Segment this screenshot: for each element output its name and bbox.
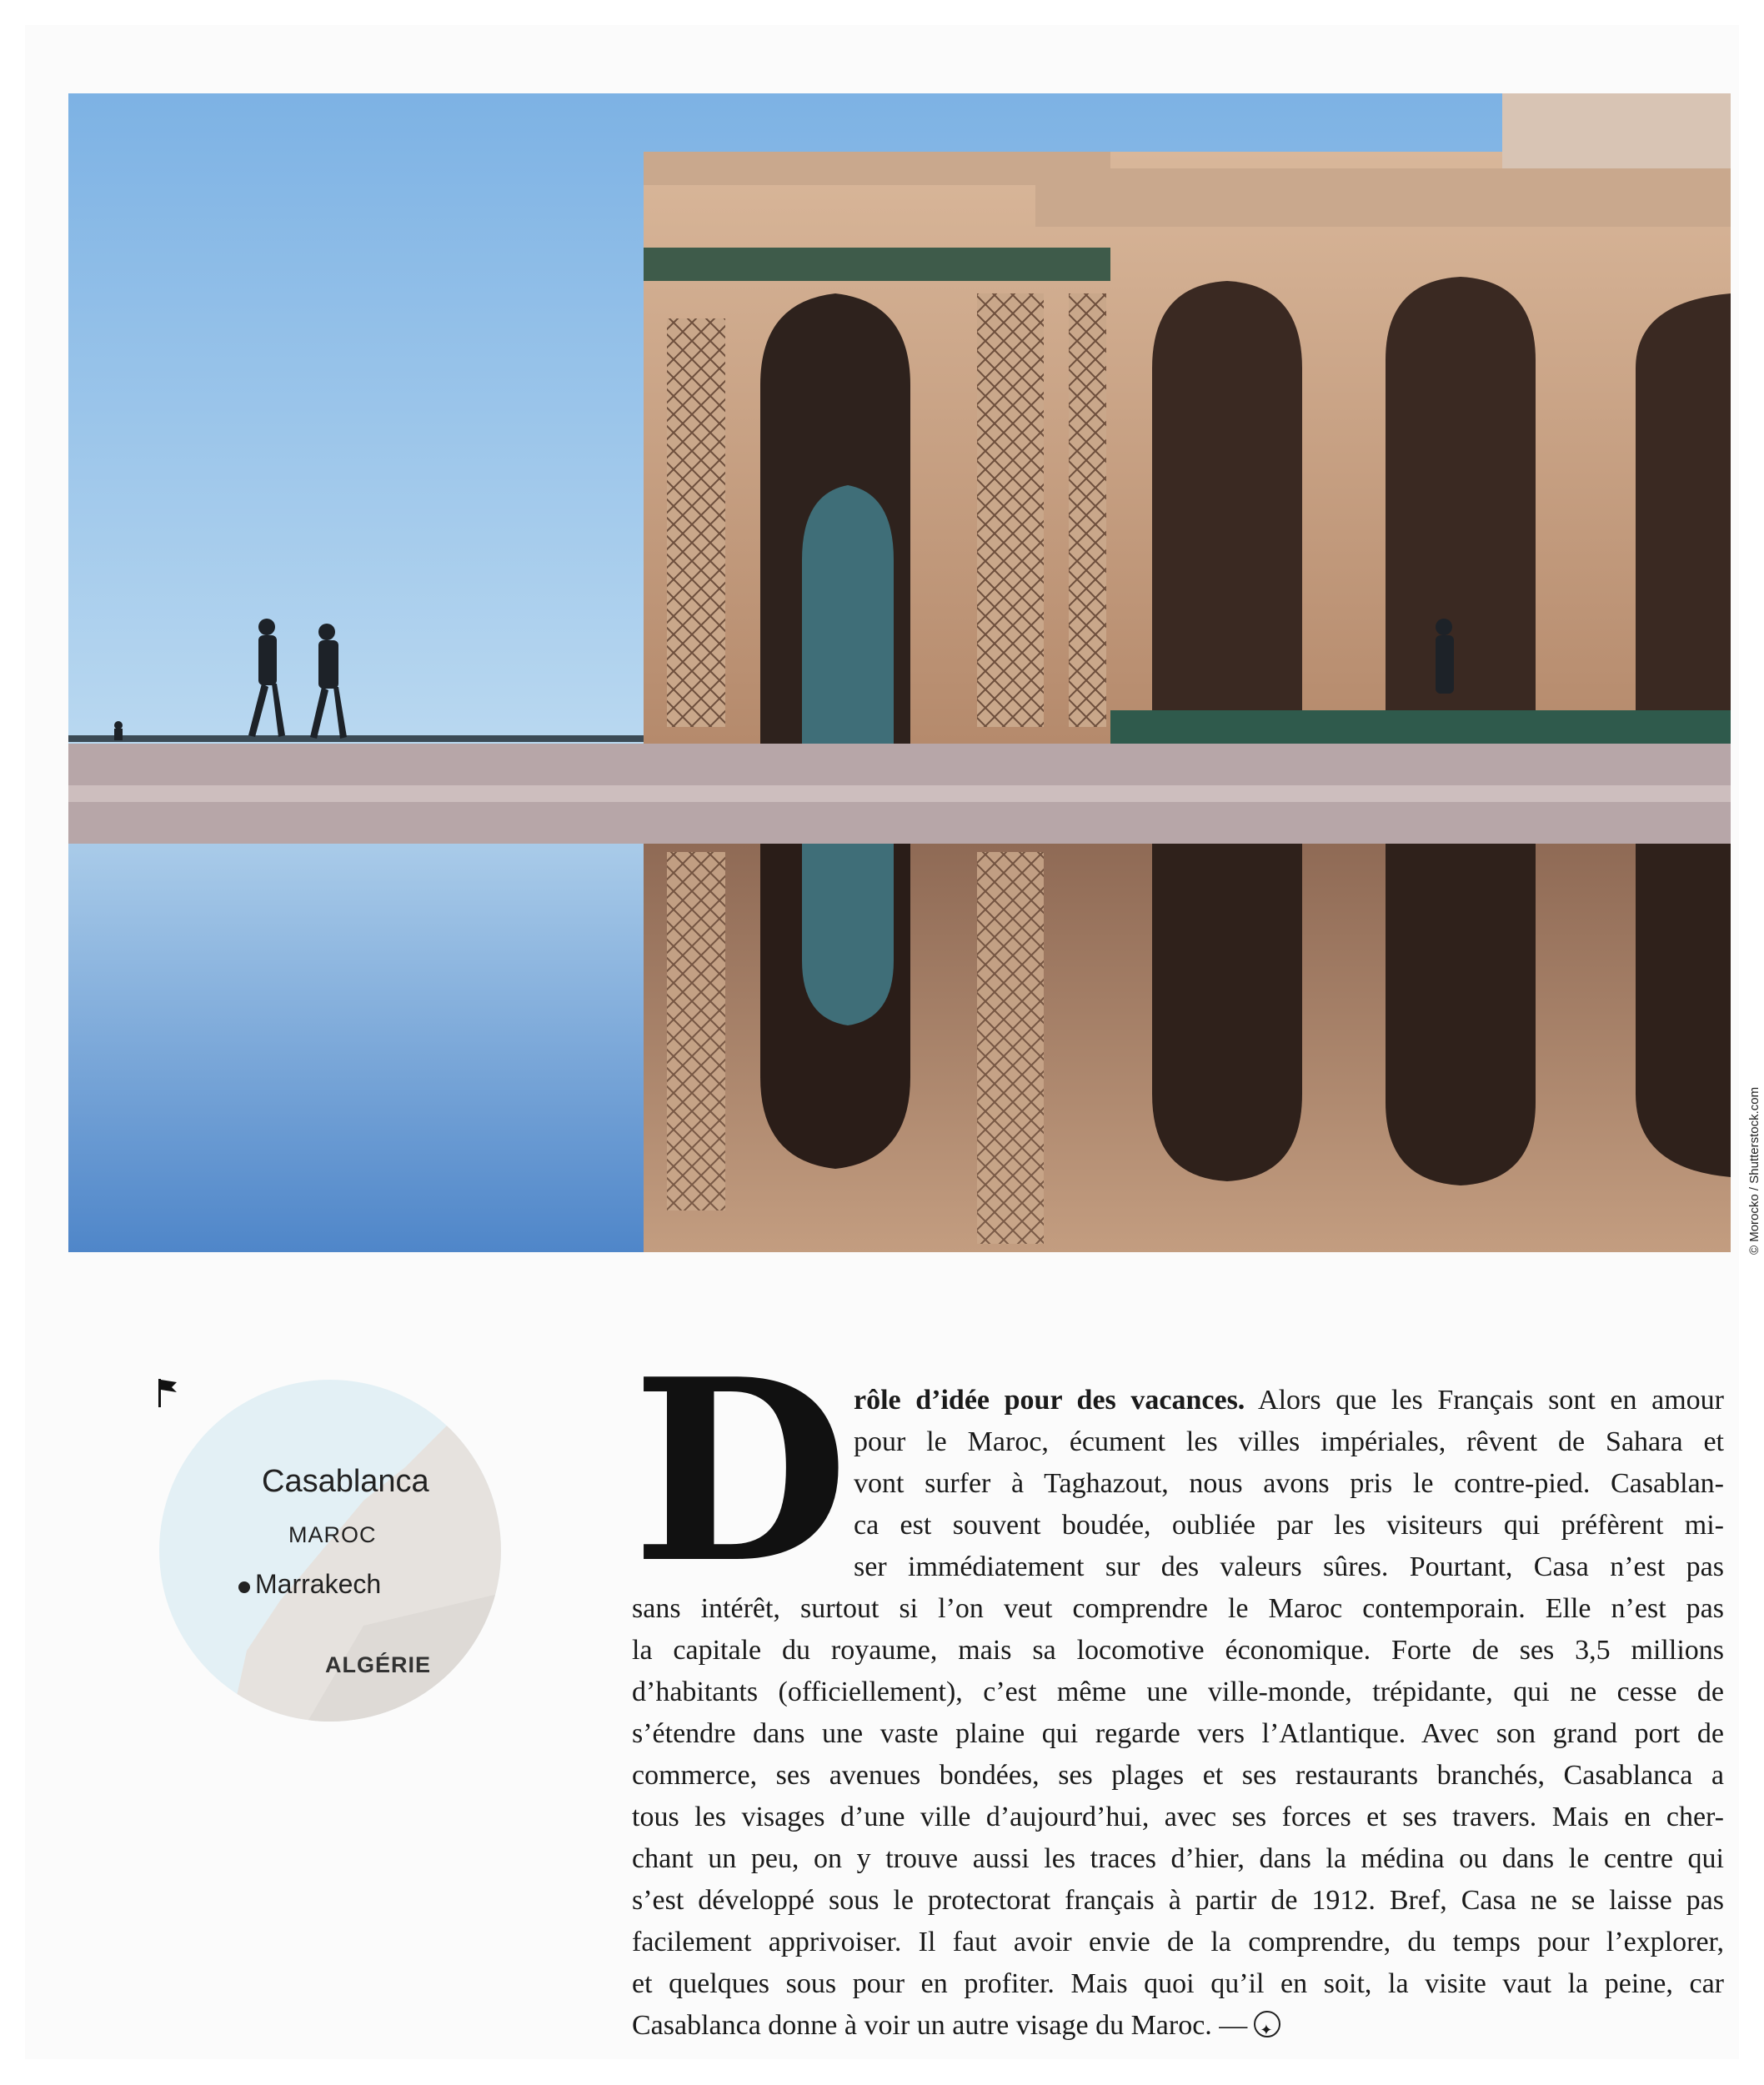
article-line — [632, 1713, 1724, 1755]
map-label-marrakech: Marrakech — [255, 1569, 382, 1599]
map-label-casablanca: Casablanca — [262, 1464, 429, 1499]
article-line-text: s’est développé sous le protectorat français à partir de 1912. Bref, Casa ne se laisse pas — [632, 1885, 1724, 1916]
article-line — [854, 1463, 1724, 1505]
article-line-text: ser immédiatement sur des valeurs sûres. Pourtant, Casa n’est pas — [854, 1551, 1724, 1582]
article-line — [632, 1588, 1724, 1630]
article-line — [632, 1797, 1724, 1838]
article-line-text: Casablanca donne à voir un autre visage du Maroc. — — [632, 2010, 1248, 2041]
article-line-text: tous les visages d’une ville d’aujourd’hui, avec ses forces et ses travers. Mais en cher- — [632, 1802, 1724, 1832]
article-line — [854, 1380, 1724, 1421]
article-line-text: et quelques sous pour en profiter. Mais quoi qu’il en soit, la visite vaut la peine, car — [632, 1968, 1724, 1999]
article-line-text: pour le Maroc, écument les villes impériales, rêvent de Sahara et — [854, 1426, 1724, 1457]
mosque-reflection — [644, 844, 1731, 1252]
article-line — [632, 1755, 1724, 1797]
flag-icon — [155, 1376, 180, 1409]
article-line — [854, 1421, 1724, 1463]
article-line-text: Alors que les Français sont en amour — [1245, 1385, 1724, 1416]
article-line-text: s’étendre dans une vaste plaine qui regarde vers l’Atlantique. Avec son grand port de — [632, 1718, 1724, 1749]
city-dot-icon — [238, 1581, 250, 1593]
end-mark-icon — [1254, 2011, 1280, 2037]
article-line — [632, 1963, 1724, 2005]
hero-photo — [68, 93, 1731, 1252]
article-line — [854, 1505, 1724, 1546]
article-line-text: la capitale du royaume, mais sa locomotive économique. Forte de ses 3,5 millions — [632, 1635, 1724, 1666]
article-line — [632, 1672, 1724, 1713]
article-line — [632, 1922, 1724, 1963]
article-line-text: d’habitants (officiellement), c’est même une ville-monde, trépidante, qui ne cesse de — [632, 1677, 1724, 1707]
article-line — [632, 1630, 1724, 1672]
article-line-text: vont surfer à Taghazout, nous avons pris le contre-pied. Casablan- — [854, 1468, 1724, 1499]
mosque-building — [644, 93, 1731, 744]
article-line-text: sans intérêt, surtout si l’on veut comprendre le Maroc contemporain. Elle n’est pas — [632, 1593, 1724, 1624]
drop-cap: D — [632, 1324, 849, 1618]
article-line-text: ca est souvent boudée, oubliée par les visiteurs qui préfèrent mi- — [854, 1510, 1724, 1541]
article-line — [632, 2005, 1724, 2047]
article-lead: rôle d’idée pour des vacances. — [854, 1385, 1245, 1416]
location-map — [155, 1376, 505, 1726]
article-line — [632, 1880, 1724, 1922]
article-line — [854, 1546, 1724, 1588]
map-label-algerie: ALGÉRIE — [325, 1652, 432, 1677]
article-line-text: commerce, ses avenues bondées, ses plages et ses restaurants branchés, Casablanca a — [632, 1760, 1724, 1791]
article-line-text: facilement apprivoiser. Il faut avoir envie de la comprendre, du temps pour l’explorer, — [632, 1927, 1724, 1957]
article-line — [632, 1838, 1724, 1880]
article-line-text: chant un peu, on y trouve aussi les traces d’hier, dans la médina ou dans le centre qui — [632, 1843, 1724, 1874]
map-label-maroc: MAROC — [288, 1522, 377, 1547]
photo-credit: © Morocko / Shutterstock.com — [1747, 1086, 1761, 1255]
